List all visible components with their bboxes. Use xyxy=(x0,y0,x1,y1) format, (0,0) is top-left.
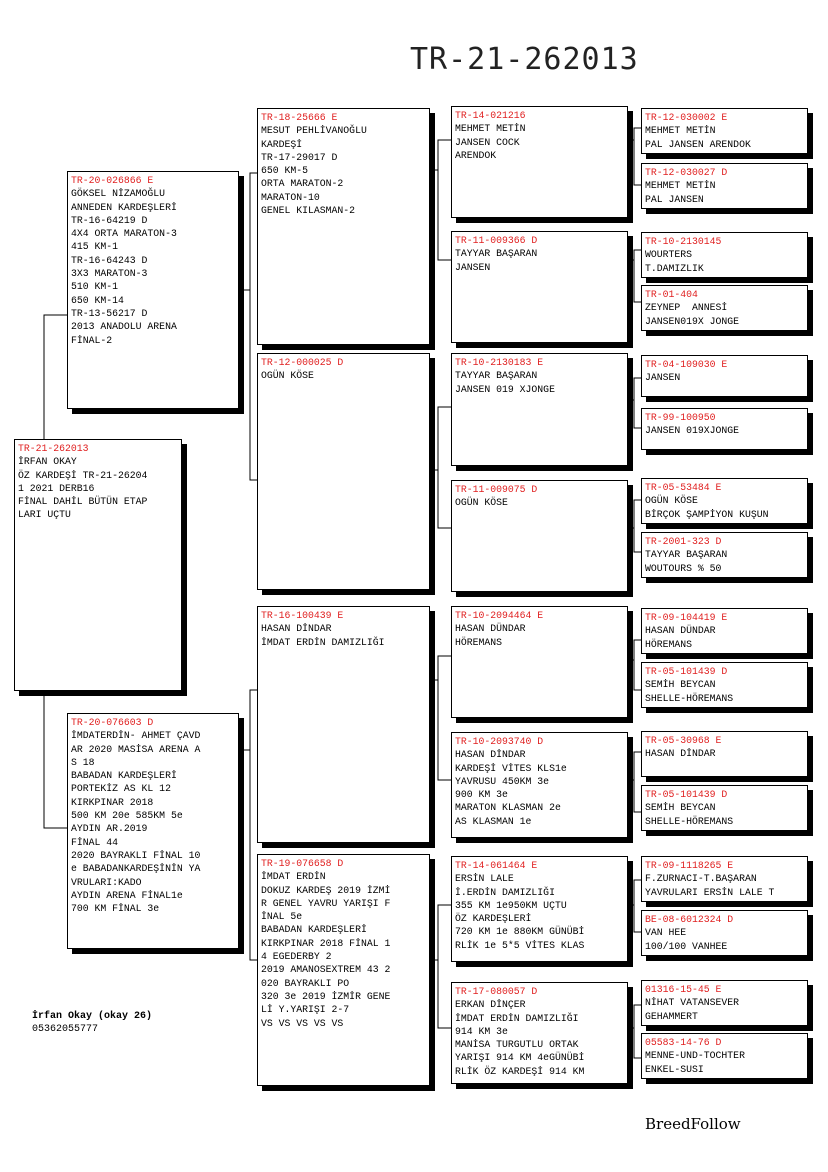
bird-note: İRFAN OKAY xyxy=(18,456,77,468)
bird-note: 510 KM-1 xyxy=(71,281,119,293)
bird-note: JANSEN COCK xyxy=(455,136,520,148)
bird-note: FİNAL-2 xyxy=(71,334,113,346)
ring-number: TR-99-100950 xyxy=(645,412,716,423)
bird-note: MANİSA TURGUTLU ORTAK xyxy=(455,1039,579,1051)
ring-number: TR-11-009075 D xyxy=(455,484,538,495)
bird-note: T.DAMIZLIK xyxy=(645,262,704,274)
bird-note: 1 2021 DERB16 xyxy=(18,482,95,494)
bird-note: VAN HEE xyxy=(645,927,687,939)
ring-number: TR-09-1118265 E xyxy=(645,860,734,871)
bird-note: HASAN DİNDAR xyxy=(261,623,332,635)
owner-phone: 05362055777 xyxy=(32,1024,99,1035)
bird-card-dsd xyxy=(451,732,628,838)
bird-card-g4-11 xyxy=(641,731,808,777)
bird-card-g4-15 xyxy=(641,980,808,1026)
bird-note: 2019 AMANOSEXTREM 43 2 xyxy=(261,964,391,976)
bird-note: SHELLE-HÖREMANS xyxy=(645,815,734,827)
bird-note: JANSEN 019 XJONGE xyxy=(455,383,555,395)
connector-dd xyxy=(430,905,452,1028)
bird-card-g4-6 xyxy=(641,408,808,450)
bird-note: YAVRULARI ERSİN LALE T xyxy=(645,886,775,898)
bird-card-g4-10 xyxy=(641,662,808,708)
bird-note: HASAN DİNDAR xyxy=(645,748,716,760)
bird-note: ZEYNEP ANNESİ xyxy=(645,302,728,314)
bird-note: OGÜN KÖSE xyxy=(261,370,314,382)
bird-note: İMDAT ERDİN DAMIZLIĞI xyxy=(261,636,385,648)
bird-card-g4-9 xyxy=(641,608,808,654)
ring-number: TR-12-030027 D xyxy=(645,167,728,178)
bird-note: ORTA MARATON-2 xyxy=(261,178,344,190)
bird-note: 355 KM 1e950KM UÇTU xyxy=(455,899,567,911)
bird-note: SHELLE-HÖREMANS xyxy=(645,692,734,704)
brand-footer: BreedFollow xyxy=(645,1115,741,1133)
bird-note: ENKEL-SUSI xyxy=(645,1063,704,1075)
ring-number: TR-10-2130145 xyxy=(645,236,722,247)
bird-note: MENNE-UND-TOCHTER xyxy=(645,1050,745,1062)
bird-note: İMDATERDİN- AHMET ÇAVD xyxy=(71,730,201,742)
ring-number: TR-14-021216 xyxy=(455,110,526,121)
bird-note: 100/100 VANHEE xyxy=(645,940,728,952)
bird-note: MARATON-10 xyxy=(261,191,320,203)
bird-note: TAYYAR BAŞARAN xyxy=(455,248,538,260)
bird-note: 900 KM 3e xyxy=(455,789,508,801)
bird-note: ERKAN DİNÇER xyxy=(455,999,526,1011)
connector-dds xyxy=(628,880,642,932)
bird-card-dam xyxy=(67,713,239,949)
bird-note: VRULARI:KADO xyxy=(71,876,142,888)
bird-note: HÖREMANS xyxy=(645,638,693,650)
owner-info xyxy=(32,1010,152,1036)
ring-number: TR-05-101439 D xyxy=(645,789,728,800)
bird-note: PAL JANSEN xyxy=(645,193,704,205)
bird-note: GENEL KILASMAN-2 xyxy=(261,205,356,217)
bird-note: 320 3e 2019 İZMİR GENE xyxy=(261,990,391,1002)
bird-note: ÖZ KARDEŞLERİ xyxy=(455,913,532,925)
bird-note: HASAN DÜNDAR xyxy=(455,623,526,635)
ring-number: TR-01-404 xyxy=(645,289,698,300)
bird-note: 650 KM-5 xyxy=(261,165,309,177)
connector-ddd xyxy=(628,1005,642,1058)
bird-note: AYDIN AR.2019 xyxy=(71,823,148,835)
connector-sd xyxy=(430,407,452,528)
bird-card-g4-1 xyxy=(641,108,808,154)
bird-note: 2020 BAYRAKLI FİNAL 10 xyxy=(71,849,201,861)
ring-number: TR-12-030002 E xyxy=(645,112,728,123)
bird-note: NİHAT VATANSEVER xyxy=(645,997,740,1009)
bird-note: 720 KM 1e 880KM GÜNÜBİ xyxy=(455,926,585,938)
bird-note: İ.ERDİN DAMIZLIĞI xyxy=(455,886,555,898)
bird-note: HASAN DİNDAR xyxy=(455,749,526,761)
connector-sds xyxy=(628,378,642,428)
bird-note: GEHAMMERT xyxy=(645,1010,698,1022)
ring-number: TR-14-061464 E xyxy=(455,860,538,871)
bird-note: ÖZ KARDEŞİ TR-21-26204 xyxy=(18,469,148,481)
bird-note: F.ZURNACI-T.BAŞARAN xyxy=(645,873,757,885)
bird-note: PAL JANSEN ARENDOK xyxy=(645,138,751,150)
bird-note: S 18 xyxy=(71,756,95,768)
bird-note: AS KLASMAN 1e xyxy=(455,815,532,827)
bird-note: 4 EGEDERBY 2 xyxy=(261,951,332,963)
bird-note: KARDEŞİ VİTES KLS1e xyxy=(455,762,567,774)
bird-note: MARATON KLASMAN 2e xyxy=(455,802,561,814)
bird-note: OGÜN KÖSE xyxy=(645,495,698,507)
bird-note: JANSEN 019XJONGE xyxy=(645,425,740,437)
bird-card-dam-sire xyxy=(257,606,430,843)
bird-card-subject xyxy=(14,439,182,691)
bird-note: OGÜN KÖSE xyxy=(455,497,508,509)
bird-note: DOKUZ KARDEŞ 2019 İZMİ xyxy=(261,884,391,896)
bird-card-sire xyxy=(67,171,239,409)
ring-number: 01316-15-45 E xyxy=(645,984,722,995)
bird-note: 914 KM 3e xyxy=(455,1025,508,1037)
bird-card-g4-2 xyxy=(641,163,808,209)
bird-note: MEHMET METİN xyxy=(645,125,716,137)
bird-note: Lİ Y.YARIŞI 2-7 xyxy=(261,1004,350,1016)
bird-note: TR-16-64243 D xyxy=(71,254,148,266)
bird-card-sire-dam xyxy=(257,353,430,590)
bird-note: İNAL 5e xyxy=(261,911,303,923)
bird-note: e BABADANKARDEŞİNİN YA xyxy=(71,863,201,875)
bird-note: 700 KM FİNAL 3e xyxy=(71,903,160,915)
bird-note: 2013 ANADOLU ARENA xyxy=(71,321,177,333)
bird-note: HÖREMANS xyxy=(455,636,503,648)
bird-note: WOURTERS xyxy=(645,249,693,261)
connector-dss xyxy=(628,640,642,690)
ring-number: BE-08-6012324 D xyxy=(645,914,734,925)
bird-note: AR 2020 MASİSA ARENA A xyxy=(71,743,201,755)
ring-number: TR-21-262013 xyxy=(18,443,89,454)
ring-number: TR-10-2130183 E xyxy=(455,357,544,368)
ring-number: TR-04-109030 E xyxy=(645,359,728,370)
bird-card-sds xyxy=(451,353,628,466)
bird-card-sdd xyxy=(451,480,628,592)
bird-note: KIRKPINAR 2018 FİNAL 1 xyxy=(261,937,391,949)
bird-note: ARENDOK xyxy=(455,149,497,161)
bird-note: 650 KM-14 xyxy=(71,294,124,306)
bird-note: LARI UÇTU xyxy=(18,509,71,521)
bird-note: 500 KM 20e 585KM 5e xyxy=(71,810,183,822)
ring-number: TR-12-000025 D xyxy=(261,357,344,368)
bird-note: 020 BAYRAKLI PO xyxy=(261,977,350,989)
ring-number: TR-18-25666 E xyxy=(261,112,338,123)
bird-note: 3X3 MARATON-3 xyxy=(71,268,148,280)
connector-dam xyxy=(240,690,258,960)
bird-card-dam-dam xyxy=(257,854,430,1086)
bird-card-sss xyxy=(451,106,628,218)
bird-note: JANSEN xyxy=(455,261,491,273)
connector-ss xyxy=(430,140,452,260)
connector-sire xyxy=(240,173,258,480)
bird-note: TR-13-56217 D xyxy=(71,307,148,319)
bird-note: MESUT PEHLİVANOĞLU xyxy=(261,125,367,137)
bird-note: TR-17-29017 D xyxy=(261,151,338,163)
bird-note: TR-16-64219 D xyxy=(71,214,148,226)
bird-note: ERSİN LALE xyxy=(455,873,514,885)
ring-number: TR-2001-323 D xyxy=(645,536,722,547)
ring-number: TR-20-076603 D xyxy=(71,717,154,728)
bird-note: BABADAN KARDEŞLERİ xyxy=(71,770,177,782)
connector-sdd xyxy=(628,500,642,552)
bird-note: WOUTOURS % 50 xyxy=(645,562,722,574)
ring-number: TR-19-076658 D xyxy=(261,858,344,869)
bird-note: İMDAT ERDİN xyxy=(261,871,326,883)
ring-number: TR-09-104419 E xyxy=(645,612,728,623)
bird-card-ssd xyxy=(451,231,628,343)
bird-note: 4X4 ORTA MARATON-3 xyxy=(71,228,177,240)
bird-note: JANSEN xyxy=(645,372,681,384)
bird-note: AYDIN ARENA FİNAL1e xyxy=(71,889,183,901)
ring-number: TR-16-100439 E xyxy=(261,610,344,621)
bird-card-g4-3 xyxy=(641,232,808,278)
ring-number: TR-10-2093740 D xyxy=(455,736,544,747)
bird-note: SEMİH BEYCAN xyxy=(645,679,716,691)
bird-note: SEMİH BEYCAN xyxy=(645,802,716,814)
connector-ds xyxy=(430,656,452,780)
bird-card-dds xyxy=(451,856,628,962)
bird-note: FİNAL 44 xyxy=(71,836,119,848)
ring-number: TR-20-026866 E xyxy=(71,175,154,186)
bird-note: 415 KM-1 xyxy=(71,241,119,253)
bird-note: VS VS VS VS VS xyxy=(261,1017,344,1029)
ring-number: TR-11-009366 D xyxy=(455,235,538,246)
pedigree-title: TR-21-262013 xyxy=(410,42,639,77)
bird-note: GÖKSEL NİZAMOĞLU xyxy=(71,188,166,200)
bird-card-g4-12 xyxy=(641,785,808,831)
bird-note: BABADAN KARDEŞLERİ xyxy=(261,924,367,936)
bird-card-g4-13 xyxy=(641,856,808,902)
bird-card-dss xyxy=(451,606,628,718)
ring-number: TR-10-2094464 E xyxy=(455,610,544,621)
bird-note: MEHMET METİN xyxy=(455,123,526,135)
bird-note: İMDAT ERDİN DAMIZLIĞI xyxy=(455,1012,579,1024)
ring-number: TR-05-53484 E xyxy=(645,482,722,493)
bird-note: MEHMET METİN xyxy=(645,180,716,192)
bird-card-ddd xyxy=(451,982,628,1084)
bird-note: TAYYAR BAŞARAN xyxy=(645,549,728,561)
bird-note: HASAN DÜNDAR xyxy=(645,625,716,637)
ring-number: TR-05-101439 D xyxy=(645,666,728,677)
bird-card-g4-8 xyxy=(641,532,808,578)
bird-card-g4-4 xyxy=(641,285,808,331)
bird-note: KARDEŞİ xyxy=(261,138,303,150)
bird-card-sire-sire xyxy=(257,108,430,345)
ring-number: TR-05-30968 E xyxy=(645,735,722,746)
bird-note: PORTEKİZ AS KL 12 xyxy=(71,783,171,795)
connector-ssd xyxy=(628,250,642,302)
bird-note: RLİK 1e 5*5 VİTES KLAS xyxy=(455,939,585,951)
bird-card-g4-5 xyxy=(641,355,808,397)
bird-note: KIRKPINAR 2018 xyxy=(71,796,154,808)
bird-note: YARIŞI 914 KM 4eGÜNÜBİ xyxy=(455,1052,585,1064)
bird-note: YAVRUSU 450KM 3e xyxy=(455,775,550,787)
bird-card-g4-7 xyxy=(641,478,808,524)
bird-note: JANSEN019X JONGE xyxy=(645,315,740,327)
connector-sss xyxy=(628,128,642,185)
bird-note: FİNAL DAHİL BÜTÜN ETAP xyxy=(18,496,148,508)
bird-note: TAYYAR BAŞARAN xyxy=(455,370,538,382)
bird-note: ANNEDEN KARDEŞLERİ xyxy=(71,201,177,213)
connector-dsd xyxy=(628,752,642,812)
bird-note: RLİK ÖZ KARDEŞİ 914 KM xyxy=(455,1065,585,1077)
ring-number: 05583-14-76 D xyxy=(645,1037,722,1048)
bird-note: R GENEL YAVRU YARIŞI F xyxy=(261,897,391,909)
ring-number: TR-17-080057 D xyxy=(455,986,538,997)
owner-name: İrfan Okay (okay 26) xyxy=(32,1011,153,1022)
bird-card-g4-14 xyxy=(641,910,808,956)
bird-note: BİRÇOK ŞAMPİYON KUŞUN xyxy=(645,508,769,520)
bird-card-g4-16 xyxy=(641,1033,808,1079)
